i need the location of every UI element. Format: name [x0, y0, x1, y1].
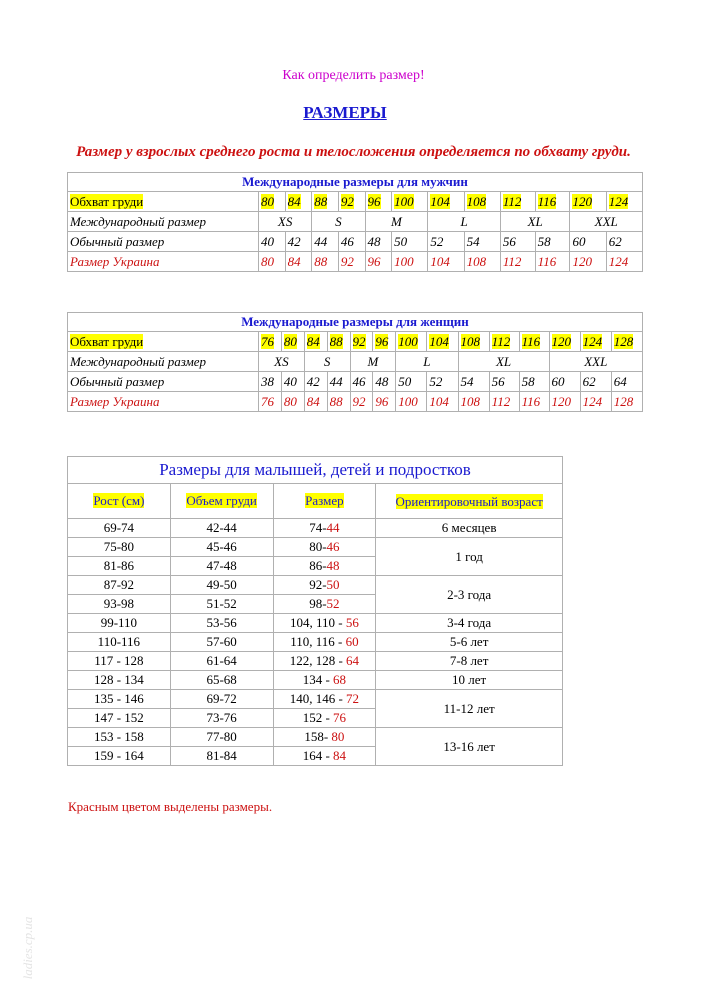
women-chest-cell: 128 — [613, 333, 634, 349]
men-size-table — [67, 172, 643, 272]
men-intl-cell: XXL — [570, 212, 643, 232]
women-ukraine-cell: 76 — [259, 392, 282, 412]
men-regular-cell: 52 — [428, 232, 464, 252]
age-cell: 7-8 лет — [376, 652, 563, 671]
men-ukraine-cell: 108 — [464, 252, 500, 272]
women-intl-cell: M — [350, 352, 396, 372]
women-regular-cell: 52 — [427, 372, 458, 392]
women-intl-cell: XXL — [549, 352, 642, 372]
women-chest-cell: 116 — [521, 333, 541, 349]
chest-cell: 57-60 — [170, 633, 273, 652]
women-regular-row — [68, 372, 643, 392]
women-chest-cell: 112 — [491, 333, 511, 349]
men-regular-cell: 42 — [285, 232, 312, 252]
height-cell: 87-92 — [68, 576, 171, 595]
women-ukraine-row — [68, 392, 643, 412]
women-regular-cell: 60 — [549, 372, 580, 392]
women-table-caption: Международные размеры для женщин — [68, 313, 643, 332]
chest-cell: 51-52 — [170, 595, 273, 614]
men-ukraine-cell: 120 — [570, 252, 606, 272]
age-cell: 5-6 лет — [376, 633, 563, 652]
height-cell: 117 - 128 — [68, 652, 171, 671]
women-chest-cell: 84 — [306, 333, 320, 349]
size-cell: 98-52 — [273, 595, 376, 614]
men-intl-row — [68, 212, 643, 232]
men-ukraine-cell: 104 — [428, 252, 464, 272]
size-cell: 152 - 76 — [273, 709, 376, 728]
men-chest-cell: 108 — [466, 193, 487, 209]
chest-cell: 81-84 — [170, 747, 273, 766]
men-chest-row — [68, 192, 643, 212]
women-chest-cell: 104 — [429, 333, 449, 349]
men-ukraine-label: Размер Украина — [68, 252, 259, 272]
page-title: РАЗМЕРЫ — [303, 103, 387, 122]
women-ukraine-cell: 108 — [458, 392, 489, 412]
men-regular-cell: 58 — [535, 232, 570, 252]
women-ukraine-cell: 104 — [427, 392, 458, 412]
women-ukraine-cell: 116 — [519, 392, 549, 412]
men-ukraine-cell: 124 — [606, 252, 642, 272]
men-ukraine-cell: 96 — [365, 252, 392, 272]
men-regular-cell: 46 — [338, 232, 365, 252]
size-cell: 122, 128 - 64 — [273, 652, 376, 671]
women-ukraine-cell: 84 — [304, 392, 327, 412]
men-intl-cell: L — [428, 212, 500, 232]
size-cell: 80-46 — [273, 538, 376, 557]
size-cell: 86-48 — [273, 557, 376, 576]
women-regular-cell: 56 — [489, 372, 519, 392]
size-cell: 158- 80 — [273, 728, 376, 747]
height-cell: 93-98 — [68, 595, 171, 614]
women-chest-label: Обхват груди — [70, 333, 144, 349]
men-chest-label: Обхват груди — [70, 193, 144, 209]
women-intl-cell: XL — [458, 352, 549, 372]
height-cell: 147 - 152 — [68, 709, 171, 728]
age-cell: 1 год — [376, 538, 563, 576]
table-row — [68, 652, 563, 671]
men-chest-cell: 96 — [367, 193, 381, 209]
men-ukraine-cell: 84 — [285, 252, 312, 272]
women-regular-cell: 48 — [373, 372, 396, 392]
chest-cell: 61-64 — [170, 652, 273, 671]
men-ukraine-row — [68, 252, 643, 272]
age-cell: 2-3 года — [376, 576, 563, 614]
table-row — [68, 576, 563, 595]
women-chest-cell: 92 — [352, 333, 366, 349]
age-cell: 6 месяцев — [376, 519, 563, 538]
men-chest-cell: 92 — [340, 193, 354, 209]
size-cell: 140, 146 - 72 — [273, 690, 376, 709]
chest-cell: 45-46 — [170, 538, 273, 557]
kids-header-height: Рост (см) — [93, 493, 145, 508]
men-ukraine-cell: 116 — [535, 252, 570, 272]
women-regular-cell: 58 — [519, 372, 549, 392]
women-regular-cell: 40 — [281, 372, 304, 392]
chest-cell: 73-76 — [170, 709, 273, 728]
men-chest-cell: 84 — [287, 193, 301, 209]
men-ukraine-cell: 80 — [259, 252, 286, 272]
men-ukraine-cell: 88 — [312, 252, 339, 272]
size-cell: 110, 116 - 60 — [273, 633, 376, 652]
men-chest-cell: 80 — [261, 193, 274, 209]
size-cell: 134 - 68 — [273, 671, 376, 690]
table-row — [68, 519, 563, 538]
women-ukraine-cell: 128 — [611, 392, 642, 412]
kids-header-age: Ориентировочный возраст — [395, 493, 543, 509]
women-ukraine-label: Размер Украина — [68, 392, 259, 412]
men-chest-cell: 88 — [314, 193, 328, 209]
height-cell: 99-110 — [68, 614, 171, 633]
table-row — [68, 671, 563, 690]
women-ukraine-cell: 80 — [281, 392, 304, 412]
size-cell: 92-50 — [273, 576, 376, 595]
women-regular-label: Обычный размер — [68, 372, 259, 392]
women-chest-cell: 108 — [460, 333, 481, 349]
height-cell: 75-80 — [68, 538, 171, 557]
men-regular-cell: 60 — [570, 232, 606, 252]
height-cell: 110-116 — [68, 633, 171, 652]
women-ukraine-cell: 124 — [580, 392, 611, 412]
chest-cell: 42-44 — [170, 519, 273, 538]
women-intl-cell: XS — [259, 352, 305, 372]
table-row — [68, 614, 563, 633]
men-chest-cell: 124 — [608, 193, 629, 209]
size-cell: 164 - 84 — [273, 747, 376, 766]
age-cell: 10 лет — [376, 671, 563, 690]
men-intl-label: Международный размер — [68, 212, 259, 232]
men-regular-cell: 62 — [606, 232, 642, 252]
men-chest-cell: 116 — [537, 193, 557, 209]
age-cell: 13-16 лет — [376, 728, 563, 766]
women-chest-cell: 124 — [582, 333, 603, 349]
height-cell: 159 - 164 — [68, 747, 171, 766]
table-row — [68, 538, 563, 557]
women-chest-cell: 100 — [398, 333, 418, 349]
women-regular-cell: 50 — [396, 372, 427, 392]
women-intl-label: Международный размер — [68, 352, 259, 372]
height-cell: 153 - 158 — [68, 728, 171, 747]
age-cell: 3-4 года — [376, 614, 563, 633]
women-regular-cell: 38 — [259, 372, 282, 392]
women-regular-cell: 64 — [611, 372, 642, 392]
men-ukraine-cell: 92 — [338, 252, 365, 272]
height-cell: 69-74 — [68, 519, 171, 538]
women-chest-cell: 88 — [329, 333, 343, 349]
men-regular-cell: 48 — [365, 232, 392, 252]
women-intl-cell: S — [304, 352, 350, 372]
size-cell: 74-44 — [273, 519, 376, 538]
women-ukraine-cell: 92 — [350, 392, 373, 412]
age-cell: 11-12 лет — [376, 690, 563, 728]
chest-cell: 65-68 — [170, 671, 273, 690]
men-chest-cell: 100 — [394, 193, 414, 209]
women-ukraine-cell: 112 — [489, 392, 519, 412]
men-regular-row — [68, 232, 643, 252]
men-intl-cell: S — [312, 212, 365, 232]
women-regular-cell: 46 — [350, 372, 373, 392]
height-cell: 128 - 134 — [68, 671, 171, 690]
women-regular-cell: 44 — [327, 372, 350, 392]
women-ukraine-cell: 96 — [373, 392, 396, 412]
men-regular-cell: 50 — [392, 232, 428, 252]
chest-cell: 53-56 — [170, 614, 273, 633]
table-row — [68, 728, 563, 747]
height-cell: 81-86 — [68, 557, 171, 576]
table-row — [68, 633, 563, 652]
men-chest-cell: 112 — [502, 193, 522, 209]
men-table-caption: Международные размеры для мужчин — [68, 173, 643, 192]
men-regular-cell: 56 — [500, 232, 535, 252]
women-regular-cell: 42 — [304, 372, 327, 392]
footnote: Красным цветом выделены размеры. — [68, 799, 273, 814]
table-row — [68, 690, 563, 709]
women-chest-row — [68, 332, 643, 352]
women-intl-cell: L — [396, 352, 458, 372]
chest-cell: 47-48 — [170, 557, 273, 576]
watermark: ladies.cp.ua — [20, 916, 35, 980]
men-intl-cell: M — [365, 212, 428, 232]
women-ukraine-cell: 88 — [327, 392, 350, 412]
height-cell: 135 - 146 — [68, 690, 171, 709]
women-ukraine-cell: 100 — [396, 392, 427, 412]
men-chest-cell: 120 — [572, 193, 592, 209]
men-regular-cell: 44 — [312, 232, 339, 252]
women-chest-cell: 96 — [375, 333, 389, 349]
women-chest-cell: 120 — [551, 333, 572, 349]
men-intl-cell: XL — [500, 212, 570, 232]
page-subtitle: Размер у взрослых среднего роста и телосложения определяется по обхвату груди. — [76, 144, 631, 160]
women-chest-cell: 76 — [261, 333, 274, 349]
men-ukraine-cell: 112 — [500, 252, 535, 272]
men-ukraine-cell: 100 — [392, 252, 428, 272]
women-regular-cell: 62 — [580, 372, 611, 392]
chest-cell: 77-80 — [170, 728, 273, 747]
women-intl-row — [68, 352, 643, 372]
men-intl-cell: XS — [259, 212, 312, 232]
men-chest-cell: 104 — [430, 193, 450, 209]
size-cell: 104, 110 - 56 — [273, 614, 376, 633]
men-regular-cell: 54 — [464, 232, 500, 252]
kids-size-table — [67, 456, 563, 766]
kids-header-chest: Объем груди — [186, 493, 257, 508]
chest-cell: 49-50 — [170, 576, 273, 595]
women-size-table — [67, 312, 643, 412]
page-heading: Как определить размер! — [282, 68, 425, 83]
men-regular-cell: 40 — [259, 232, 286, 252]
kids-table-caption: Размеры для малышей, детей и подростков — [68, 457, 563, 484]
men-regular-label: Обычный размер — [68, 232, 259, 252]
women-chest-cell: 80 — [283, 333, 297, 349]
women-regular-cell: 54 — [458, 372, 489, 392]
kids-header-row — [68, 484, 563, 519]
kids-header-size: Размер — [305, 493, 344, 508]
women-ukraine-cell: 120 — [549, 392, 580, 412]
chest-cell: 69-72 — [170, 690, 273, 709]
